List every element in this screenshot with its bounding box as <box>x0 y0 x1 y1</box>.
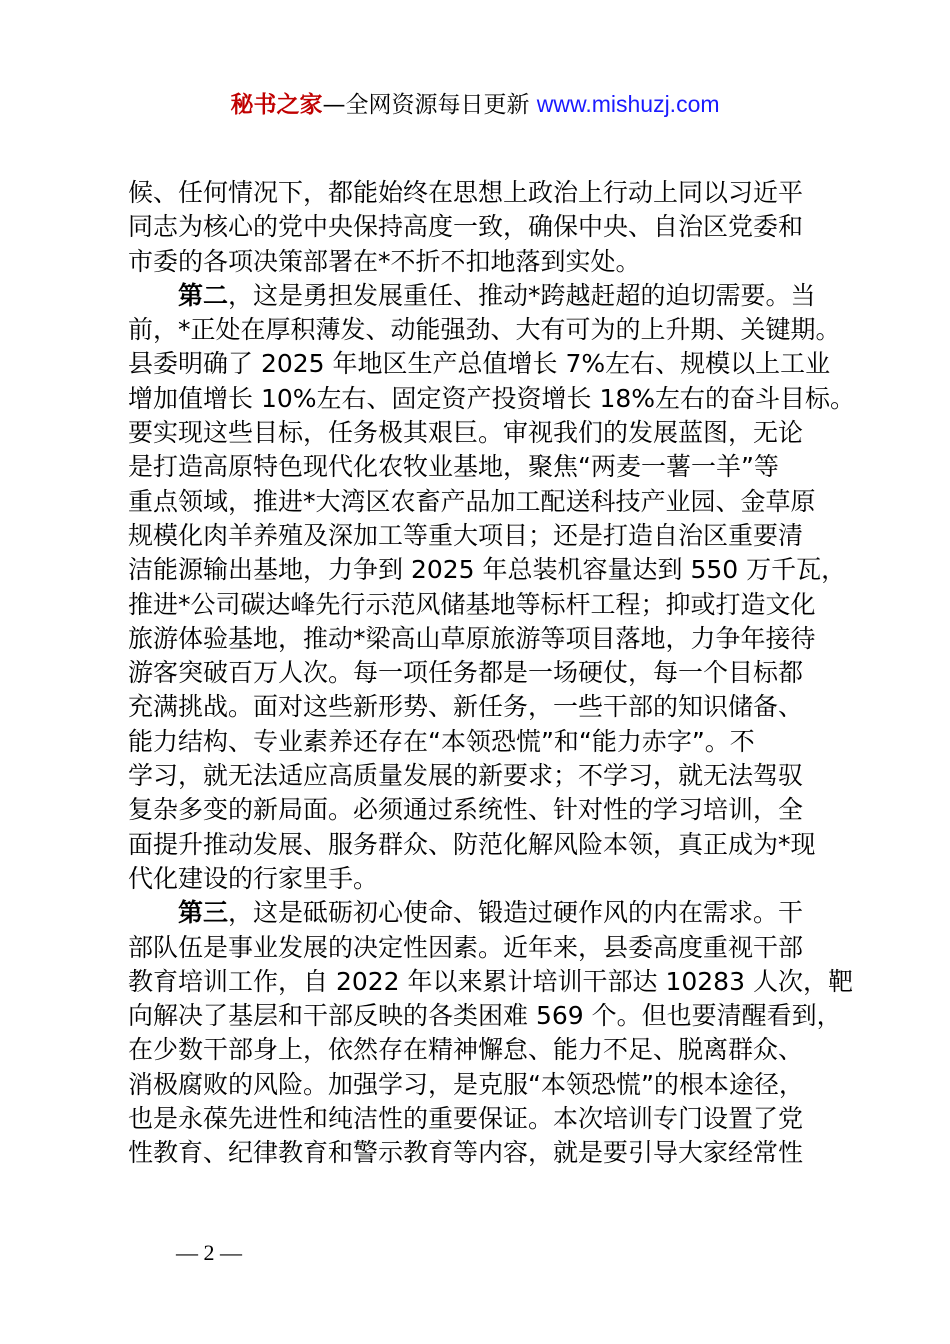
site-url-link[interactable]: www.mishuzj.com <box>536 91 720 117</box>
banner-tagline: 全网资源每日更新 <box>345 92 537 118</box>
text-line <box>128 725 840 759</box>
line-text: 候、任何情况下，都能始终在思想上政治上行动上同以习近平 <box>128 178 804 207</box>
text-line <box>128 1068 840 1102</box>
line-text: 也是永葆先进性和纯洁性的重要保证。本次培训专门设置了党 <box>128 1104 804 1134</box>
text-line <box>128 1136 840 1170</box>
text-line <box>128 382 856 416</box>
line-text: 学习，就无法适应高质量发展的新要求；不学习，就无法驾驭 <box>128 761 804 791</box>
text-line <box>128 450 840 484</box>
text-line <box>128 656 840 690</box>
text-line <box>128 622 840 656</box>
text-line <box>128 793 840 827</box>
text-line <box>128 828 840 862</box>
site-banner <box>0 88 950 121</box>
paragraph-start-line <box>128 279 840 313</box>
line-text: 教育培训工作，自 2022 年以来累计培训干部达 10283 人次，靶 <box>128 966 853 996</box>
line-text: 规模化肉羊养殖及深加工等重大项目；还是打造自治区重要清 <box>128 520 804 550</box>
text-line <box>128 519 840 553</box>
text-line <box>128 1102 840 1136</box>
line-text: 县委明确了 2025 年地区生产总值增长 7%左右、规模以上工业 <box>128 349 831 379</box>
line-text: 代化建设的行家里手。 <box>128 863 379 893</box>
line-text: 重点领域，推进*大湾区农畜产品加工配送科技产业园、金草原 <box>128 486 816 516</box>
paragraph-start-line <box>128 896 840 930</box>
line-text: 旅游体验基地，推动*梁高山草原旅游等项目落地，力争年接待 <box>128 623 816 653</box>
line-text: 推进*公司碳达峰先行示范风储基地等标杆工程；抑或打造文化 <box>128 589 816 619</box>
line-text: 市委的各项决策部署在*不折不扣地落到实处。 <box>128 246 641 276</box>
line-text: ，这是砥砺初心使命、锻造过硬作风的内在需求。干 <box>228 898 804 928</box>
text-line <box>128 176 840 210</box>
text-line <box>128 999 840 1033</box>
line-text: 向解决了基层和干部反映的各类困难 569 个。但也要清醒看到， <box>128 1001 842 1031</box>
text-line <box>128 690 840 724</box>
line-text: 洁能源输出基地，力争到 2025 年总装机容量达到 550 万千瓦， <box>128 555 847 585</box>
line-text: ，这是勇担发展重任、推动*跨越赶超的迫切需要。当 <box>228 280 816 310</box>
text-line <box>128 588 840 622</box>
line-text: 面提升推动发展、服务群众、防范化解风险本领，真正成为*现 <box>128 829 816 859</box>
line-text: 前，*正处在厚积薄发、动能强劲、大有可为的上升期、关键期。 <box>128 315 841 345</box>
line-text: 充满挑战。面对这些新形势、新任务，一些干部的知识储备、 <box>128 692 804 722</box>
line-text: 性教育、纪律教育和警示教育等内容，就是要引导大家经常性 <box>128 1138 804 1168</box>
text-line <box>128 931 840 965</box>
text-line <box>128 1033 840 1067</box>
text-line <box>128 347 840 381</box>
line-text: 能力结构、专业素养还存在“本领恐慌”和“能力赤字”。不 <box>128 726 755 756</box>
text-line <box>128 416 840 450</box>
line-text: 部队伍是事业发展的决定性因素。近年来，县委高度重视干部 <box>128 932 804 962</box>
line-text: 复杂多变的新局面。必须通过系统性、针对性的学习培训，全 <box>128 795 804 825</box>
section-heading-label: 第二 <box>178 280 229 310</box>
text-line <box>128 313 840 347</box>
site-brand-name: 秘书之家 <box>230 92 323 118</box>
text-line <box>128 759 840 793</box>
line-text: 增加值增长 10%左右、固定资产投资增长 18%左右的奋斗目标。 <box>128 383 856 413</box>
line-text: 游客突破百万人次。每一项任务都是一场硬仗，每一个目标都 <box>128 658 804 688</box>
text-line <box>128 245 840 279</box>
page-number: — 2 — <box>176 1240 242 1265</box>
text-line <box>128 210 840 244</box>
text-line <box>128 862 840 896</box>
line-text: 要实现这些目标，任务极其艰巨。审视我们的发展蓝图，无论 <box>128 418 804 448</box>
line-text: 同志为核心的党中央保持高度一致，确保中央、自治区党委和 <box>128 212 804 242</box>
document-body <box>128 176 856 1171</box>
section-heading-label: 第三 <box>178 898 229 928</box>
text-line <box>128 553 847 587</box>
line-text: 是打造高原特色现代化农牧业基地，聚焦“两麦一薯一羊”等 <box>128 452 779 482</box>
line-text: 在少数干部身上，依然存在精神懈怠、能力不足、脱离群众、 <box>128 1035 804 1065</box>
text-line <box>128 965 853 999</box>
line-text: 消极腐败的风险。加强学习，是克服“本领恐慌”的根本途径， <box>128 1069 804 1099</box>
text-line <box>128 485 840 519</box>
banner-dash: — <box>322 92 346 118</box>
